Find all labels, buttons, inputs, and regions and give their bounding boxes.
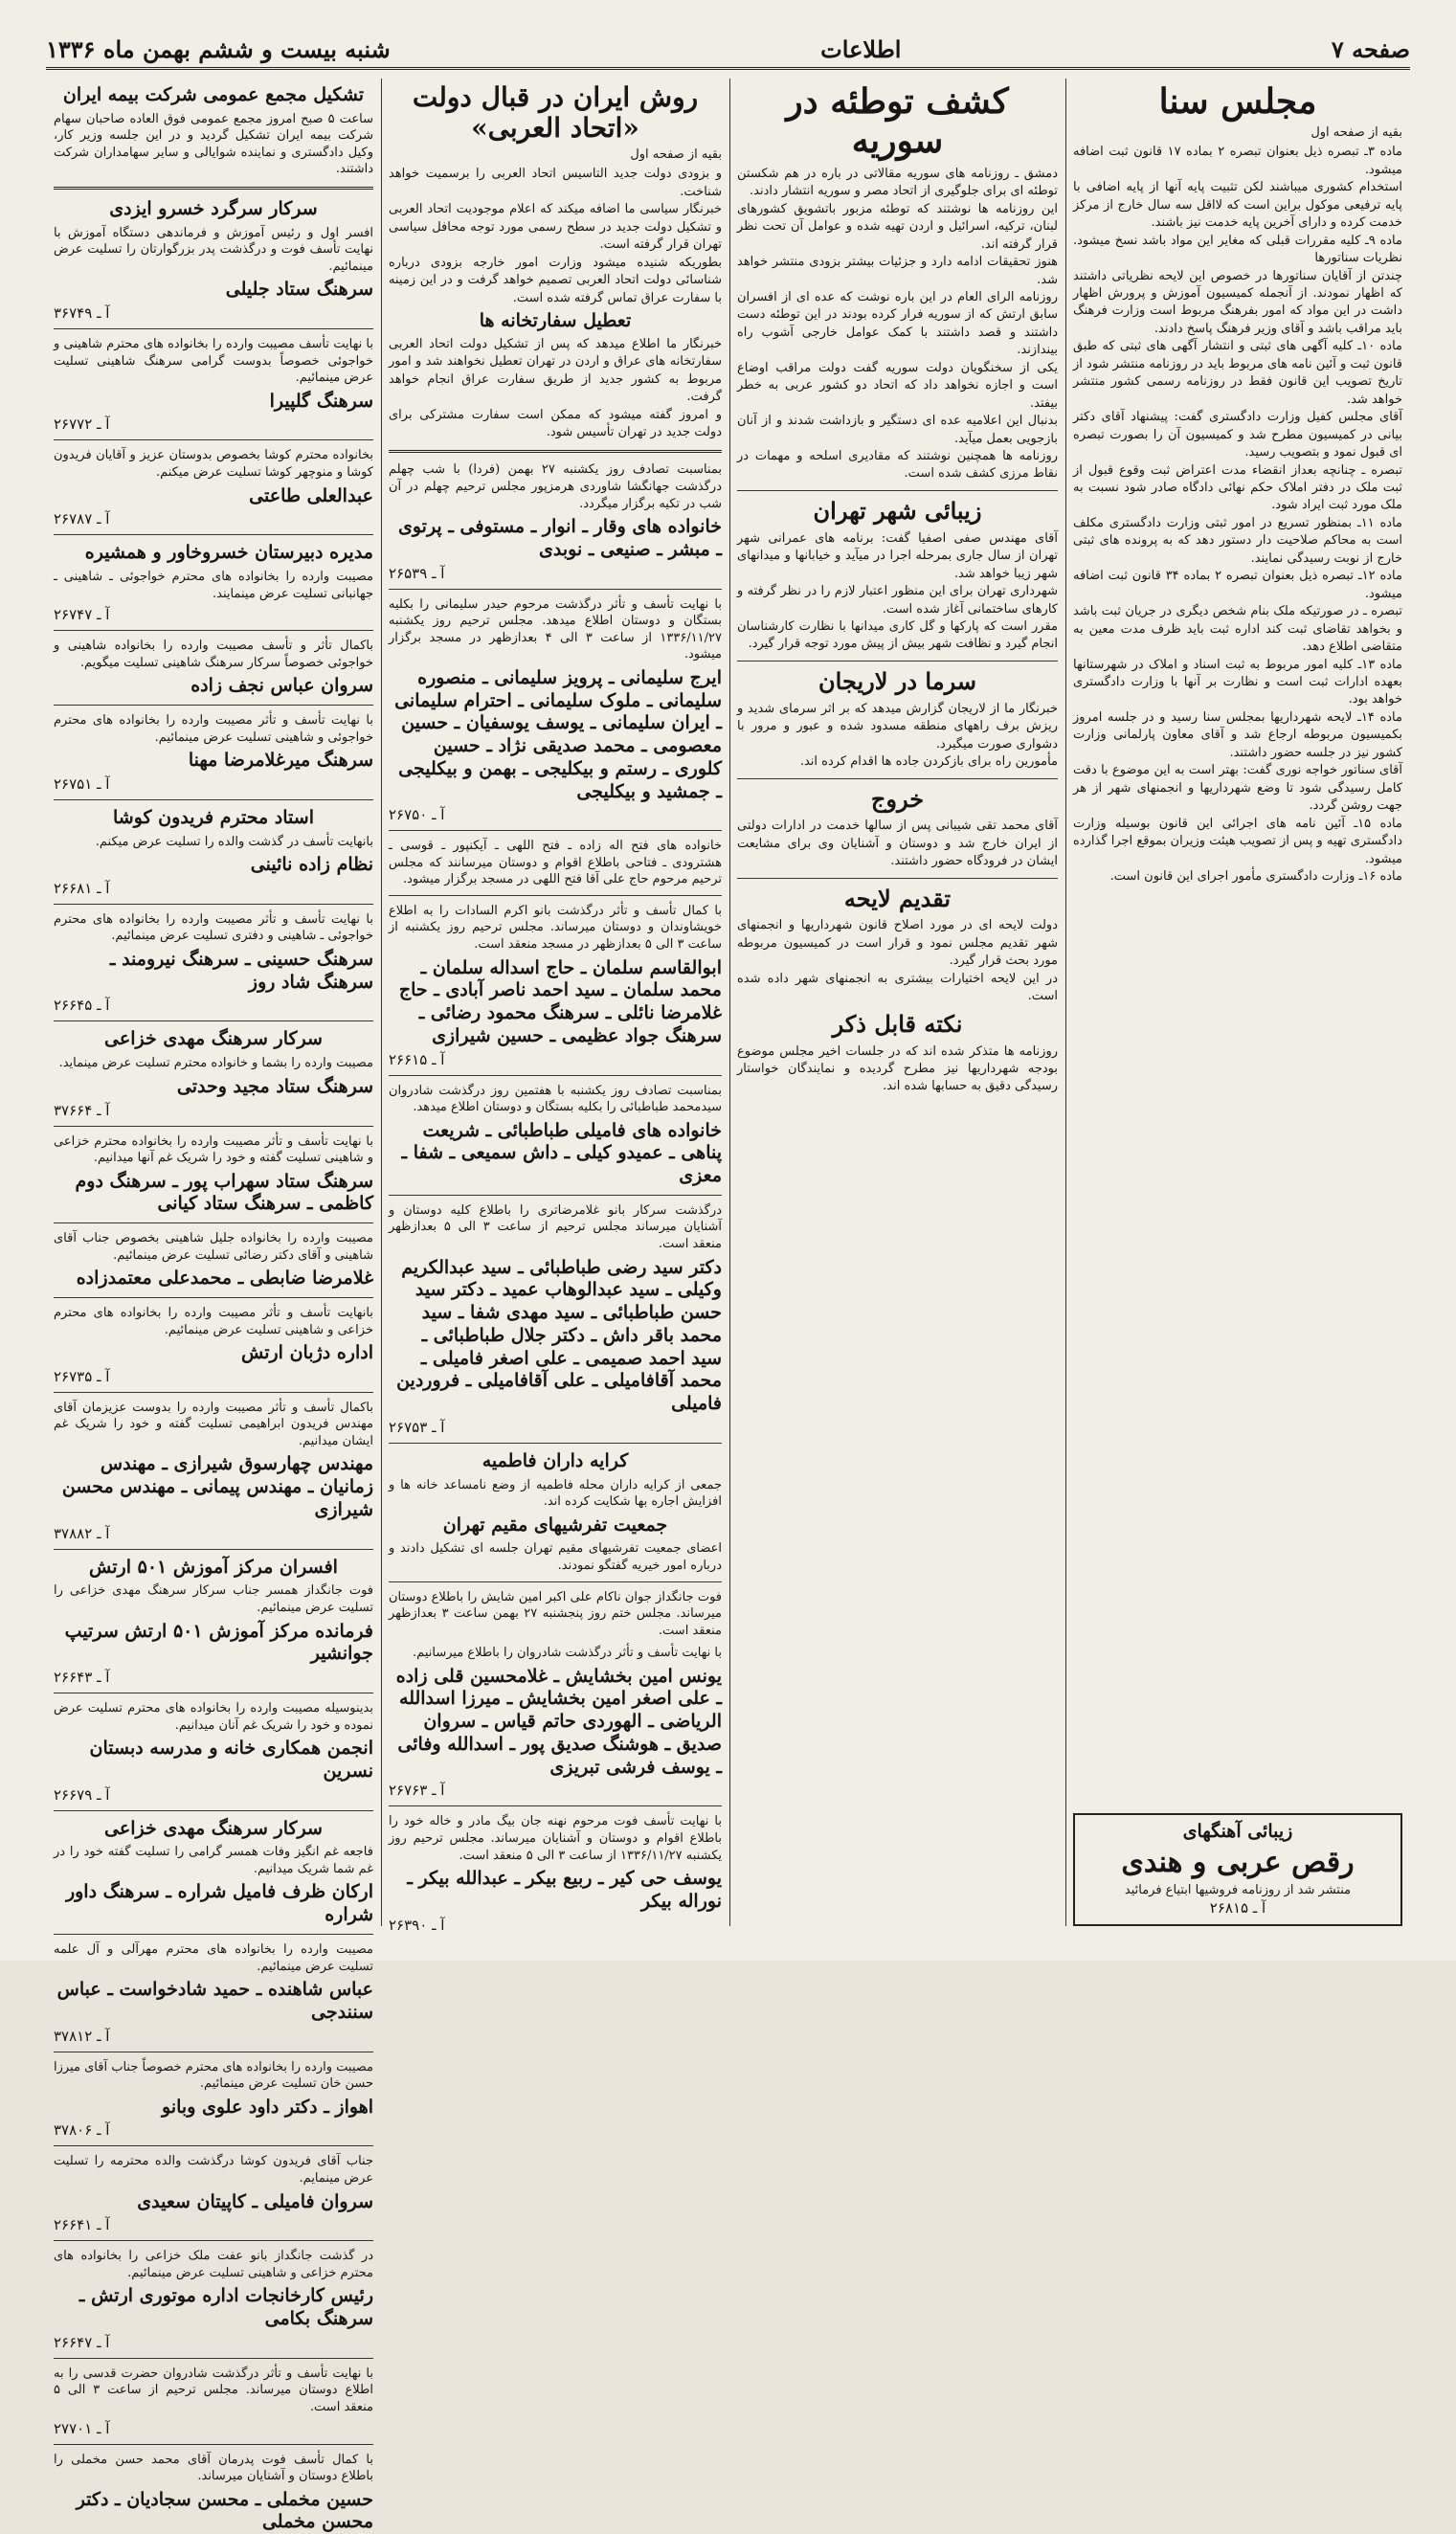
notice-block: [54, 336, 373, 433]
newspaper-name: اطلاعات: [820, 35, 901, 63]
notice-text: در گذشت جانگداز بانو عفت ملک خزاعی را بخانواده های محترم خزاعی و شاهینی تسلیت عرض مینمائیم.: [54, 2248, 373, 2281]
senate-paragraph: ماده ۱۲ـ تبصره ذیل بعنوان تبصره ۲ بماده ۳۴ قانون ثبت اضافه میشود.: [1073, 568, 1402, 603]
notice-divider: [54, 1126, 373, 1127]
notice-text: ساعت ۵ صبح امروز مجمع عمومی فوق العاده صاحبان سهام شرکت بیمه ایران تشکیل گردید و در این جلسه وزیر کار، وکیل دادگستری و نماینده شوایالی و سایر سهامداران شرکت داشتند.: [54, 111, 373, 178]
notice-code: آ ـ ۲۶۶۷۹: [54, 1786, 373, 1804]
notice-signatories: خانواده های وقار ـ انوار ـ مستوفی ـ پرتوی ـ مبشر ـ صنیعی ـ نوبدی: [389, 516, 722, 562]
notice-code: آ ـ ۳۷۸۱۲: [54, 2028, 373, 2045]
senate-paragraph: ماده ۹ـ کلیه مقررات قبلی که مغایر این مواد باشد نسخ میشود. نظریات سناتورها: [1073, 233, 1402, 268]
notice-text: مصیبت وارده را بخانواده های محترم خصوصاً جناب آقای میرزا حسن خان تسلیت عرض مینمائیم.: [54, 2059, 373, 2093]
advert-subtitle: رقص عربی و هندی: [1081, 1846, 1395, 1879]
syria-column: [729, 78, 1065, 1926]
notice-divider: [54, 187, 373, 190]
departure-headline: خروج: [737, 786, 1058, 814]
issue-date: شنبه بیست و ششم بهمن ماه ۱۳۳۶: [46, 35, 391, 63]
obituary-notice: [389, 1083, 722, 1188]
notice-signatory: نظام زاده نائینی: [54, 854, 373, 877]
notice-block: [54, 1818, 373, 1927]
arab-union-paragraph: خبرنگار سیاسی ما اضافه میکند که اعلام موجودیت اتحاد العربی و تشکیل دولت جدید در سطح رسمی مورد توجه محافل سیاسی تهران قرار گرفته است.: [389, 201, 722, 254]
notice-code: آ ـ ۲۶۷۷۲: [54, 415, 373, 433]
notice-divider: [54, 2358, 373, 2359]
notice-text: افسر اول و رئیس آموزش و فرماندهی دستگاه آموزش با نهایت تأسف فوت و درگذشت پدر بزرگوارتان را تسلیت عرض مینمائیم.: [54, 225, 373, 276]
notice-divider: [389, 1805, 722, 1806]
music-advert-box: [1073, 1813, 1402, 1926]
notice-block: [54, 84, 373, 178]
section-divider: [389, 450, 722, 453]
obituary-notice: [389, 1589, 722, 1640]
bill-paragraph: دولت لایحه ای در مورد اصلاح قانون شهرداریها و انجمنهای شهر تقدیم مجلس نمود و قرار است در کمیسیون مربوطه مورد بحث قرار گیرد.: [737, 917, 1058, 970]
tenants-headline: کرایه داران فاطمیه: [389, 1450, 722, 1473]
notice-divider: [389, 1581, 722, 1582]
notice-text: درگذشت سرکار بانو غلامرضاتری را باطلاع کلیه دوستان و آشنایان میرساند مجلس ترحیم از ساعت ۳ الی ۵ بعدازظهر منعقد است.: [389, 1202, 722, 1253]
notice-text: بمناسبت تصادف روز یکشنبه با هفتمین روز درگذشت شادروان سیدمحمد طباطبائی را بکلیه بستگان و دوستان اطلاع میدهد.: [389, 1083, 722, 1116]
syria-paragraph: هنوز تحقیقات ادامه دارد و جزئیات بیشتر بزودی منتشر خواهد شد.: [737, 254, 1058, 289]
notice-code: آ ـ ۲۷۷۰۱: [54, 2420, 373, 2437]
notice-text: بانهایت تأسف در گذشت والده را تسلیت عرض میکنم.: [54, 834, 373, 851]
note-headline: نکته قابل ذکر: [737, 1011, 1058, 1039]
notice-signatory: اداره دژبان ارتش: [54, 1342, 373, 1365]
tenants-paragraph: جمعی از کرایه داران محله فاطمیه از وضع نامساعد خانه ها و افزایش اجاره بها شکایت کرده اند.: [389, 1477, 722, 1511]
notice-title: سرکار سرهنگ مهدی خزاعی: [54, 1818, 373, 1841]
masthead: [46, 31, 1410, 70]
tehran-beauty-paragraph: شهرداری تهران برای این منظور اعتبار لازم را در نظر گرفته و کارهای ساختمانی آغاز شده است.: [737, 583, 1058, 618]
advert-code: آ ـ ۲۶۸۱۵: [1081, 1899, 1395, 1917]
notice-block: [54, 1400, 373, 1542]
senate-paragraph: استخدام کشوری میباشند لکن تثبیت پایه آنها از پایه اضافی با پایه ترفیعی موکول براین است که لااقل سه سال خارج از مرکز خدمت کرده و دارای آخرین پایه خدمت نیز باشند.: [1073, 179, 1402, 232]
tehran-beauty-headline: زیبائی شهر تهران: [737, 498, 1058, 526]
notice-signatories: یوسف حی کیر ـ ربیع بیکر ـ عبدالله بیکر ـ نوراله بیکر: [389, 1868, 722, 1914]
larijan-paragraph: مأمورین راه برای بازکردن جاده ها اقدام کرده اند.: [737, 753, 1058, 771]
notice-signatory: سرهنگ میرغلامرضا مهنا: [54, 750, 373, 773]
notice-title: افسران مرکز آموزش ۵۰۱ ارتش: [54, 1557, 373, 1580]
notice-divider: [54, 904, 373, 905]
notice-code: آ ـ ۲۶۶۴۱: [54, 2216, 373, 2233]
senate-paragraph: ماده ۳ـ تبصره ذیل بعنوان تبصره ۲ بماده ۱۷ قانون ثبت اضافه میشود.: [1073, 144, 1402, 179]
notice-text: مصیبت وارده را بخانواده جلیل شاهینی بخصوص جناب آقای شاهینی و آقای دکتر رضائی تسلیت عرض مینمائیم.: [54, 1230, 373, 1264]
departure-paragraph: آقای محمد تقی شیبانی پس از سالها خدمت در ادارات دولتی از ایران خارج شد و دوستان و آشنایان وی برای مشایعت ایشان در فرودگاه حضور داشتند.: [737, 818, 1058, 870]
notice-block: [54, 2452, 373, 2534]
notice-code: آ ـ ۲۶۷۴۷: [54, 606, 373, 623]
notice-code: آ ـ ۲۶۷۶۳: [389, 1782, 722, 1799]
bill-paragraph: در این لایحه اختیارات بیشتری به انجمنهای شهر داده شده است.: [737, 971, 1058, 1006]
notice-block: [54, 712, 373, 793]
notice-text: مصیبت وارده را بشما و خانواده محترم تسلیت عرض مینماید.: [54, 1055, 373, 1072]
notice-text: با کمال تأسف فوت پدرمان آقای محمد حسن مخملی را باطلاع دوستان و آشنایان میرساند.: [54, 2452, 373, 2485]
notice-divider: [54, 328, 373, 329]
notice-text: با نهایت تأسف و تأثر مصیبت وارده را بخانواده های محترم خواجوئی و شاهینی تسلیت عرض مینمائیم.: [54, 712, 373, 746]
notice-signatories: ابوالقاسم سلمان ـ حاج اسداله سلمان ـ محمد سلمان ـ سید احمد ناصر آبادی ـ حاج غلامرضا نائلی ـ سرهنگ محمود رضائی ـ سرهنگ جواد عظیمی ـ حسین شیرازی: [389, 957, 722, 1048]
notice-signatory: حسین مخملی ـ محسن سجادیان ـ دکتر محسن مخملی: [54, 2489, 373, 2534]
notice-block: [54, 2153, 373, 2233]
notice-block: [54, 1028, 373, 1118]
notice-text: با نهایت تأسف و تأثر مصیبت وارده را بخانواده محترم خزاعی و شاهینی تسلیت گفته و خود را شریک غم آنها میدانیم.: [54, 1133, 373, 1167]
section-divider: [737, 661, 1058, 662]
notice-text: جناب آقای فریدون کوشا درگذشت والده محترمه را تسلیت عرض مینمایم.: [54, 2153, 373, 2186]
notice-divider: [389, 1443, 722, 1444]
section-divider: [737, 778, 1058, 779]
notice-divider: [54, 630, 373, 631]
notice-code: آ ـ ۳۶۷۴۹: [54, 304, 373, 322]
obituary-notice: [389, 461, 722, 581]
notice-signatory: انجمن همکاری خانه و مدرسه دبستان نسرین: [54, 1738, 373, 1783]
obituary-notice: [389, 1813, 722, 1933]
obituary-notice: [389, 1202, 722, 1436]
notice-divider: [54, 1549, 373, 1550]
notice-signatory: عبدالعلی طاعتی: [54, 485, 373, 508]
notice-text: مصیبت وارده را بخانواده های محترم مهرآلی و آل علمه تسلیت عرض مینمائیم.: [54, 1941, 373, 1975]
larijan-cold-headline: سرما در لاریجان: [737, 668, 1058, 696]
tehran-beauty-paragraph: آقای مهندس صفی اصفیا گفت: برنامه های عمرانی شهر تهران از سال جاری بمرحله اجرا در میآید و خیابانها و میدانهای شهر زیبا خواهد شد.: [737, 530, 1058, 583]
notice-code: آ ـ ۲۶۷۸۷: [54, 510, 373, 527]
senate-paragraph: ماده ۱۱ـ بمنظور تسریع در امور ثبتی وزارت دادگستری مکلف است به محاکم صلاحیت دار دستور دهد که به پرونده های ثبتی خارج از نوبت رسیدگی نمایند.: [1073, 515, 1402, 568]
notice-divider: [54, 1392, 373, 1393]
notice-divider: [54, 1934, 373, 1935]
notice-signatory: سرهنگ حسینی ـ سرهنگ نیرومند ـ سرهنگ شاد روز: [54, 949, 373, 995]
notice-code: آ ـ ۲۶۶۸۱: [54, 880, 373, 897]
notice-signatory: سرهنگ گلپیرا: [54, 391, 373, 414]
syria-paragraph: روزنامه ها همچنین نوشتند که مقادیری اسلحه و مهمات در نقاط مرزی کشف شده است.: [737, 448, 1058, 483]
tehran-beauty-paragraph: مقرر است که پارکها و گل کاری میدانها با نظارت کارشناسان انجام گیرد و نظافت شهر بیش از پیش مورد توجه قرار گیرد.: [737, 618, 1058, 654]
notice-title: سرکار سرهنگ مهدی خزاعی: [54, 1028, 373, 1051]
arab-union-paragraph: و امروز گفته میشود که ممکن است سفارت مشترکی برای دولت جدید در تهران تأسیس شود.: [389, 407, 722, 442]
obituary-notice: [389, 1645, 722, 1799]
notice-text: با نهایت تأسف فوت مرحوم نهنه جان بیگ مادر و خاله خود را باطلاع اقوام و دوستان و آشنایان میرساند. مجلس ترحیم روز یکشنبه ۱۳۳۶/۱۱/۲۷ از ساعت ۳ الی ۵ منعقد است.: [389, 1813, 722, 1864]
senate-paragraph: ماده ۱۶ـ وزارت دادگستری مأمور اجرای این قانون است.: [1073, 868, 1402, 886]
notice-block: [54, 638, 373, 698]
notice-block: [54, 807, 373, 897]
notice-text: مصیبت وارده را بخانواده های محترم خواجوئی ـ شاهینی ـ جهانبانی تسلیت عرض مینمایند.: [54, 569, 373, 602]
notice-signatories: ایرج سلیمانی ـ پرویز سلیمانی ـ منصوره سلیمانی ـ ملوک سلیمانی ـ احترام سلیمانی ـ ایران سلیمانی ـ یوسف یوسفیان ـ حسین معصومی ـ محمد صدیقی نژاد ـ حسین کلوری ـ رستم و بیکلیجی ـ بهمن و بیکلیجی ـ جمشید و بیکلیجی: [389, 667, 722, 804]
notice-text: بدینوسیله مصیبت وارده را بخانواده های محترم تسلیت عرض نموده و خود را شریک غم آنان میدانیم.: [54, 1700, 373, 1734]
notice-text: با نهایت تأسف و تأثر درگذشت مرحوم حیدر سلیمانی را بکلیه بستگان و دوستان اطلاع میدهد. مجلس ترحیم روز یکشنبه ۱۳۳۶/۱۱/۲۷ از ساعت ۳ الی ۴ بعدازظهر در مسجد برگزار میشود.: [389, 596, 722, 663]
notice-divider: [54, 439, 373, 440]
notice-divider: [389, 589, 722, 590]
notice-divider: [54, 2444, 373, 2445]
advert-line: منتشر شد از روزنامه فروشیها ابتیاع فرمائید: [1081, 1883, 1395, 1897]
notice-signatory: سرهنگ ستاد سهراب پور ـ سرهنگ دوم کاظمی ـ سرهنگ ستاد کیانی: [54, 1171, 373, 1217]
notice-signatories: دکتر سید رضی طباطبائی ـ سید عبدالکریم وکیلی ـ سید عبدالوهاب عمید ـ دکتر سید حسن طباطبائی ـ سید مهدی شفا ـ سید محمد باقر داش ـ دکتر جلال طباطبائی ـ سید احمد صمیمی ـ علی اصغر فامیلی ـ محمد آقافامیلی ـ علی آقافامیلی ـ فروردین فامیلی: [389, 1257, 722, 1416]
notice-text: باکمال تأثر و تأسف مصیبت وارده را بخانواده شاهینی و خواجوئی خصوصاً سرکار سرهنگ شاهینی تسلیت میگویم.: [54, 638, 373, 671]
notice-divider: [54, 799, 373, 800]
notice-title: استاد محترم فریدون کوشا: [54, 807, 373, 830]
notice-code: آ ـ ۲۶۷۵۳: [389, 1419, 722, 1436]
notice-text: با کمال تأسف و تأثر درگذشت بانو اکرم السادات را به اطلاع خویشاوندان و دوستان میرساند. مجلس ترحیم روز یکشنبه از ساعت ۳ الی ۵ بعدازظهر در مسجد منعقد است.: [389, 903, 722, 953]
notice-signatory: سروان عباس نجف زاده: [54, 675, 373, 698]
bill-headline: تقدیم لایحه: [737, 886, 1058, 913]
notice-text: فوت جانگداز همسر جناب سرکار سرهنگ مهدی خزاعی را تسلیت عرض مینمائیم.: [54, 1582, 373, 1616]
notice-text: بمناسبت تصادف روز یکشنبه ۲۷ بهمن (فردا) با شب چهلم درگذشت جهانگشا شاوردی هرمزپور مجلس ترحیم چهلم در آن شب در تکیه برگزار میگردد.: [389, 461, 722, 512]
notice-divider: [54, 2240, 373, 2241]
notice-signatory: رئیس کارخانجات اداره موتوری ارتش ـ سرهنگ بکامی: [54, 2285, 373, 2331]
notice-signatory: غلامرضا ضابطی ـ محمدعلی معتمدزاده: [54, 1267, 373, 1290]
senate-paragraph: تبصره ـ در صورتیکه ملک بنام شخص دیگری در جریان ثبت باشد و بخواهد تقاضای ثبت کند اداره ثبت باید ظرف مدت معین به متقاضی اطلاع دهد.: [1073, 603, 1402, 656]
notice-signatory: اهواز ـ دکتر داود علوی وبانو: [54, 2097, 373, 2119]
page-number: صفحه ۷: [1332, 35, 1410, 63]
tafresh-paragraph: اعضای جمعیت تفرشیهای مقیم تهران جلسه ای تشکیل دادند و درباره امور خیریه گفتگو نمودند.: [389, 1540, 722, 1574]
notice-block: [54, 2248, 373, 2351]
notice-text: بانهایت تأسف و تأثر مصیبت وارده را بخانواده های محترم خزاعی و شاهینی تسلیت عرض مینمائیم.: [54, 1305, 373, 1338]
senate-paragraph: آقای مجلس کفیل وزارت دادگستری گفت: پیشنهاد آقای دکتر بیانی در کمیسیون مطرح شد و کمیسیون آن را بصورت تبصره ای قبول نمود و بتصویب رسید.: [1073, 409, 1402, 461]
section-divider: [737, 490, 1058, 491]
note-paragraph: روزنامه ها متذکر شده اند که در جلسات اخیر مجلس موضوع بودجه شهرداریها نیز مطرح گردیده و نمایندگان خواستار رسیدگی دقیق به حسابها شده اند.: [737, 1043, 1058, 1096]
notice-divider: [54, 2145, 373, 2146]
syria-paragraph: یکی از سخنگویان دولت سوریه گفت دولت مراقب اوضاع است و اجازه نخواهد داد که اتحاد دو کشور عربی به خطر بیفتد.: [737, 360, 1058, 413]
senate-body: [1073, 144, 1402, 886]
notice-code: آ ـ ۲۶۷۵۰: [389, 806, 722, 823]
notice-block: [54, 447, 373, 527]
arab-union-column: [381, 78, 729, 1926]
notice-code: آ ـ ۲۶۷۳۵: [54, 1368, 373, 1385]
senate-column: [1065, 78, 1410, 1926]
notice-block: [54, 1557, 373, 1686]
notice-text: فوت جانگداز جوان ناکام علی اکبر امین شایش را باطلاع دوستان میرساند. مجلس ختم روز پنجشنبه ۲۷ بهمن ساعت ۳ بعدازظهر منعقد است.: [389, 1589, 722, 1640]
notice-signatory: ارکان ظرف فامیل شراره ـ سرهنگ داور شراره: [54, 1881, 373, 1927]
senate-paragraph: چندتن از آقایان سناتورها در خصوص این لایحه نظریاتی داشتند که اظهار نمودند. از آنجمله کمیسیون آموزش و پرورش اظهار داشت در این مواد که امور بفرهنگ مربوط است وزارت فرهنگ باید مراقب باشد و آقای وزیر فرهنگ پاسخ دادند.: [1073, 268, 1402, 339]
notice-divider: [54, 534, 373, 535]
senate-paragraph: تبصره ـ چنانچه بعداز انقضاء مدت اعتراض ثبت وقوع قبول از ثبت ملک در دفتر املاک حکم نهائی دادگاه صادر شود نسبت به ملک مورد ثبت ایراد شود.: [1073, 462, 1402, 515]
syria-paragraph: بدنبال این اعلامیه عده ای دستگیر و بازداشت شدند و از آنان بازجویی بعمل میآید.: [737, 413, 1058, 448]
senate-paragraph: ماده ۱۰ـ کلیه آگهی های ثبتی و انتشار آگهی های ثبتی که طبق قانون ثبت و آئین نامه های مربوط باید در روزنامه منتشر شود از تاریخ تصویب این قانون فقط در روزنامه رسمی کشور منتشر خواهد شد.: [1073, 338, 1402, 409]
obituary-notice: [389, 838, 722, 888]
notice-signatory: مهندس چهارسوق شیرازی ـ مهندس زمانیان ـ مهندس پیمانی ـ مهندس محسن شیرازی: [54, 1453, 373, 1521]
notice-divider: [54, 1020, 373, 1021]
notice-divider: [389, 895, 722, 896]
notice-code: آ ـ ۲۶۳۹۰: [389, 1917, 722, 1934]
notice-code: آ ـ ۲۶۶۴۳: [54, 1669, 373, 1686]
senate-paragraph: آقای سناتور خواجه نوری گفت: بهتر است به این موضوع با دقت کامل رسیدگی شود تا وضع شهرداریها و انجمنهای شهر از هر جهت روشن گردد.: [1073, 762, 1402, 815]
notice-divider: [389, 830, 722, 831]
notice-block: [54, 911, 373, 1015]
notice-block: [54, 198, 373, 322]
notice-signatory: سروان فامیلی ـ کاپیتان سعیدی: [54, 2191, 373, 2214]
tafresh-society-headline: جمعیت تفرشیهای مقیم تهران: [389, 1514, 722, 1537]
notice-code: آ ـ ۳۷۶۶۴: [54, 1102, 373, 1119]
notice-signatory: سرهنگ ستاد جلیلی: [54, 279, 373, 302]
syria-paragraph: این روزنامه ها نوشتند که توطئه مزبور باتشویق کشورهای لبنان، ترکیه، اسرائیل و اردن تهیه شده و عوامل آن تحت نظر قرار گرفته اند.: [737, 201, 1058, 254]
notice-text: خانواده های فتح اله زاده ـ فتح اللهی ـ آیکنپور ـ قوسی ـ هشترودی ـ فتاحی باطلاع اقوام و دوستان میرسانند که مجلس ترحیم مرحوم حاج علی آقا فتح اللهی در مسجد برگزار میشود.: [389, 838, 722, 888]
obituary-notice: [389, 903, 722, 1068]
notices-column: [46, 78, 381, 1926]
notice-code: آ ـ ۲۶۶۱۵: [389, 1051, 722, 1068]
notice-text: بخانواده محترم کوشا بخصوص بدوستان عزیز و آقایان فریدون کوشا و منوچهر کوشا تسلیت عرض میکنم.: [54, 447, 373, 481]
notice-code: آ ـ ۲۶۶۴۵: [54, 997, 373, 1014]
advert-title: زیبائی آهنگهای: [1081, 1821, 1395, 1842]
arab-union-paragraph: خبرنگار ما اطلاع میدهد که پس از تشکیل دولت اتحاد العربی سفارتخانه های عراق و اردن در تهران تعطیل نخواهند شد و امور مربوط به کشور جدید از طریق سفارت عراق انجام خواهد گرفت.: [389, 336, 722, 407]
notice-block: [54, 1133, 373, 1217]
notice-divider: [389, 1195, 722, 1196]
section-divider: [737, 878, 1058, 879]
senate-continuation: بقیه از صفحه اول: [1073, 125, 1402, 140]
syria-paragraph: روزنامه الرای العام در این باره نوشت که عده ای از افسران سابق ارتش که از سوریه فرار کرده بودند در این توطئه دست داشتند و قصد داشتند با کمک عوامل خارجی آشوب راه بیندازند.: [737, 289, 1058, 360]
notice-code: آ ـ ۲۶۶۴۷: [54, 2334, 373, 2351]
notice-code: آ ـ ۲۶۵۳۹: [389, 565, 722, 582]
senate-paragraph: ماده ۱۵ـ آئین نامه های اجرائی این قانون بوسیله وزارت دادگستری تهیه و پس از تصویب هیئت وزیران بموقع اجرا گذارده میشود.: [1073, 816, 1402, 868]
notice-block: [54, 1941, 373, 2045]
senate-headline: مجلس سنا: [1073, 82, 1402, 122]
arab-union-paragraph: و بزودی دولت جدید التاسیس اتحاد العربی را برسمیت خواهد شناخت.: [389, 166, 722, 201]
notice-divider: [54, 1222, 373, 1223]
notice-signatory: عباس شاهنده ـ حمید شادخواست ـ عباس سنندجی: [54, 1979, 373, 2025]
notice-block: [54, 2059, 373, 2140]
notice-signatories: خانواده های فامیلی طباطبائی ـ شریعت پناهی ـ عمیدو کیلی ـ داش سمیعی ـ شفا ـ معزی: [389, 1120, 722, 1188]
notice-divider: [389, 1075, 722, 1076]
notice-text: با نهایت تأسف و تأثر درگذشت شادروان حضرت قدسی را به اطلاع دوستان میرساند. مجلس ترحیم از ساعت ۳ الی ۵ منعقد است.: [54, 2366, 373, 2416]
notice-block: [54, 1700, 373, 1804]
notice-code: آ ـ ۲۶۷۵۱: [54, 775, 373, 793]
arab-union-headline: روش ایران در قبال دولت «اتحاد العربی»: [389, 82, 722, 144]
notice-title: مدیره دبیرستان خسروخاور و همشیره: [54, 542, 373, 565]
notice-text: باکمال تأسف و تأثر مصیبت وارده را بدوست عزیزمان آقای مهندس فریدون ابراهیمی تسلیت گفته و خود را شریک غم ایشان میدانیم.: [54, 1400, 373, 1450]
notice-block: [54, 1305, 373, 1385]
senate-paragraph: ماده ۱۴ـ لایحه شهرداریها بمجلس سنا رسید و در جلسه امروز بکمیسیون مربوطه ارجاع شد و آقای معاون پارلمانی وزارت کشور نیز در جلسه حضور داشتند.: [1073, 709, 1402, 762]
notice-divider: [54, 705, 373, 706]
senate-paragraph: ماده ۱۳ـ کلیه امور مربوط به ثبت اسناد و املاک در شهرستانها بعهده ادارات ثبت است و نظارت بر آنها با وزارت دادگستری خواهد بود.: [1073, 657, 1402, 709]
notice-code: آ ـ ۳۷۸۰۶: [54, 2121, 373, 2139]
notice-signatory: فرمانده مرکز آموزش ۵۰۱ ارتش سرتیپ جوانشیر: [54, 1621, 373, 1667]
arab-union-continuation: بقیه از صفحه اول: [389, 147, 722, 162]
notice-divider: [54, 1810, 373, 1811]
notice-signatory: سرهنگ ستاد مجید وحدتی: [54, 1076, 373, 1099]
notice-title: سرکار سرگرد خسرو ایزدی: [54, 198, 373, 221]
notice-text: با نهایت تأسف مصیبت وارده را بخانواده های محترم شاهینی و خواجوئی خصوصاً بدوست گرامی سرهنگ شاهینی تسلیت عرض مینمائیم.: [54, 336, 373, 387]
notice-divider: [54, 1297, 373, 1298]
obituary-notice: [389, 596, 722, 824]
larijan-paragraph: خبرنگار ما از لاریجان گزارش میدهد که بر اثر سرمای شدید و ریزش برف راههای منطقه مسدود شده و عبور و مرور با دشواری صورت میگیرد.: [737, 701, 1058, 753]
notice-block: [54, 1230, 373, 1290]
syria-headline: کشف توطئه در سوریه: [737, 82, 1058, 162]
notice-text: فاجعه غم انگیز وفات همسر گرامی را تسلیت گفته خود را در غم شما شریک میدانیم.: [54, 1844, 373, 1877]
notice-text: با نهایت تأسف و تأثر مصیبت وارده را بخانواده های محترم خواجوئی ـ شاهینی و دفتری تسلیت عرض مینمائیم.: [54, 911, 373, 945]
notice-block: [54, 2366, 373, 2437]
syria-paragraph: دمشق ـ روزنامه های سوریه مقالاتی در باره در هم شکستن توطئه ای برای جلوگیری از اتحاد مصر و سوریه انتشار دادند.: [737, 166, 1058, 201]
arab-union-paragraph: بطوریکه شنیده میشود وزارت امور خارجه بزودی درباره شناسائی دولت اتحاد العربی تصمیم خواهد گرفت و در این زمینه با سفارت عراق تماس گرفته شده است.: [389, 255, 722, 307]
notice-text: با نهایت تأسف و تأثر درگذشت شادروان را باطلاع میرسانیم.: [389, 1645, 722, 1662]
notice-signatories: یونس امین بخشایش ـ غلامحسین قلی زاده ـ علی اصغر امین بخشایش ـ میرزا اسدالله الرياضی ـ الهوردی حاتم قیاس ـ سروان صدیق ـ هوشنگ صدیق پور ـ اسدالله وفائی ـ یوسف فرشی تبریزی: [389, 1666, 722, 1780]
notice-code: آ ـ ۳۷۸۸۲: [54, 1525, 373, 1542]
notice-title: تشکیل مجمع عمومی شرکت بیمه ایران: [54, 84, 373, 107]
notice-block: [54, 542, 373, 623]
embassy-subheading: تعطیل سفارتخانه ها: [389, 310, 722, 333]
